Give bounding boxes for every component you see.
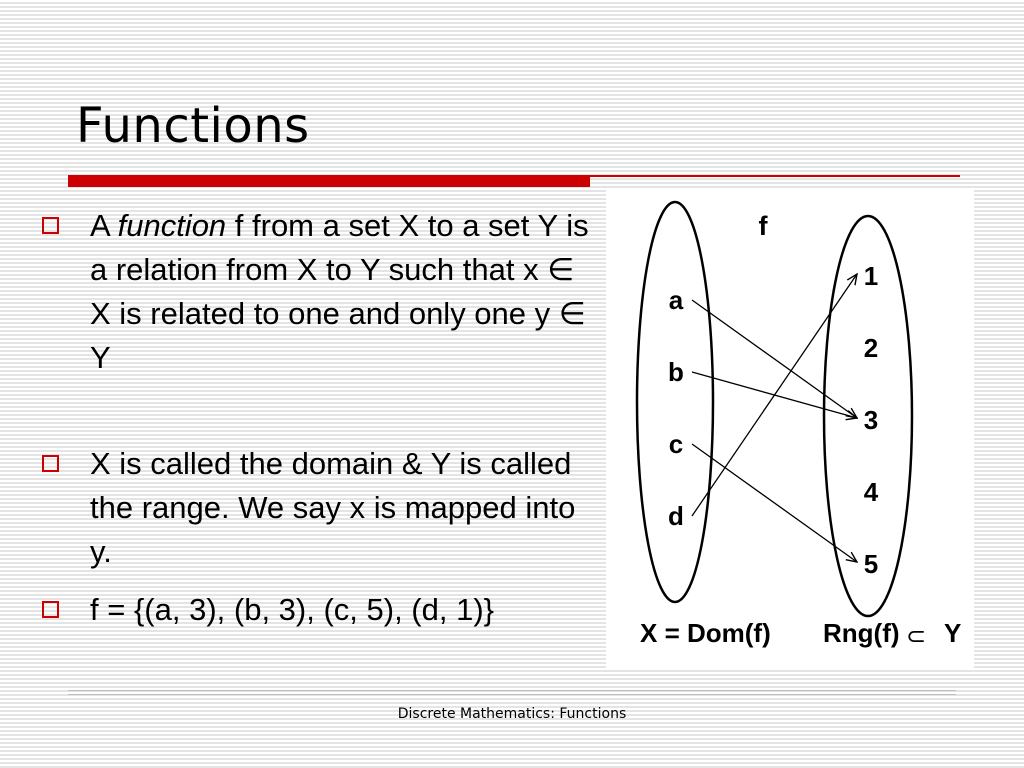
title-underline-bar <box>68 175 590 187</box>
function-mapping-diagram <box>606 190 974 668</box>
bullet-item <box>40 588 600 632</box>
square-bullet-icon <box>42 601 59 618</box>
domain-element-b: b <box>668 357 684 387</box>
element-of-symbol: ∈ <box>558 296 586 331</box>
domain-elements <box>668 285 684 531</box>
domain-ellipse <box>637 202 713 602</box>
domain-element-c: c <box>668 429 684 459</box>
bullet-item <box>40 204 600 380</box>
domain-element-a: a <box>668 285 684 315</box>
slide-footer <box>0 706 1024 722</box>
bullet-text: A function f from a set X to a set Y is a relation from X to Y such that x ∈ X is related to one and only one y ∈ Y <box>90 208 589 375</box>
footer-text: Discrete Mathematics: Functions <box>397 706 627 722</box>
codomain-name: Y <box>944 618 962 648</box>
arrow-a-to-3 <box>692 300 857 418</box>
square-bullet-icon <box>42 455 59 472</box>
domain-element-d: d <box>668 501 684 531</box>
bullet-text: X is called the domain & Y is called the range. We say x is mapped into y. <box>90 446 576 569</box>
bullet-item <box>40 442 600 574</box>
arrow-c-to-5 <box>692 444 857 562</box>
codomain-elements <box>864 261 879 579</box>
domain-caption: X = Dom(f) <box>640 618 771 648</box>
codomain-element-2: 2 <box>863 333 879 363</box>
range-caption: Rng(f) <box>823 618 900 648</box>
title-underline-line <box>590 175 960 177</box>
footer-divider <box>68 694 956 695</box>
subset-symbol: ⊂ <box>906 622 927 650</box>
bullet-list <box>40 204 600 632</box>
footer-divider <box>68 690 956 691</box>
element-of-symbol: ∈ <box>547 252 575 287</box>
codomain-element-3: 3 <box>863 405 879 435</box>
function-label: f <box>758 211 768 241</box>
square-bullet-icon <box>42 217 59 234</box>
mapping-svg <box>606 190 974 668</box>
arrow-d-to-1 <box>692 274 857 516</box>
codomain-element-1: 1 <box>863 261 879 291</box>
mapping-arrows <box>692 274 857 562</box>
bullet-text: f = {(a, 3), (b, 3), (c, 5), (d, 1)} <box>90 592 494 627</box>
codomain-element-4: 4 <box>863 477 879 507</box>
slide-title: Functions <box>76 98 310 154</box>
codomain-element-5: 5 <box>863 549 879 579</box>
